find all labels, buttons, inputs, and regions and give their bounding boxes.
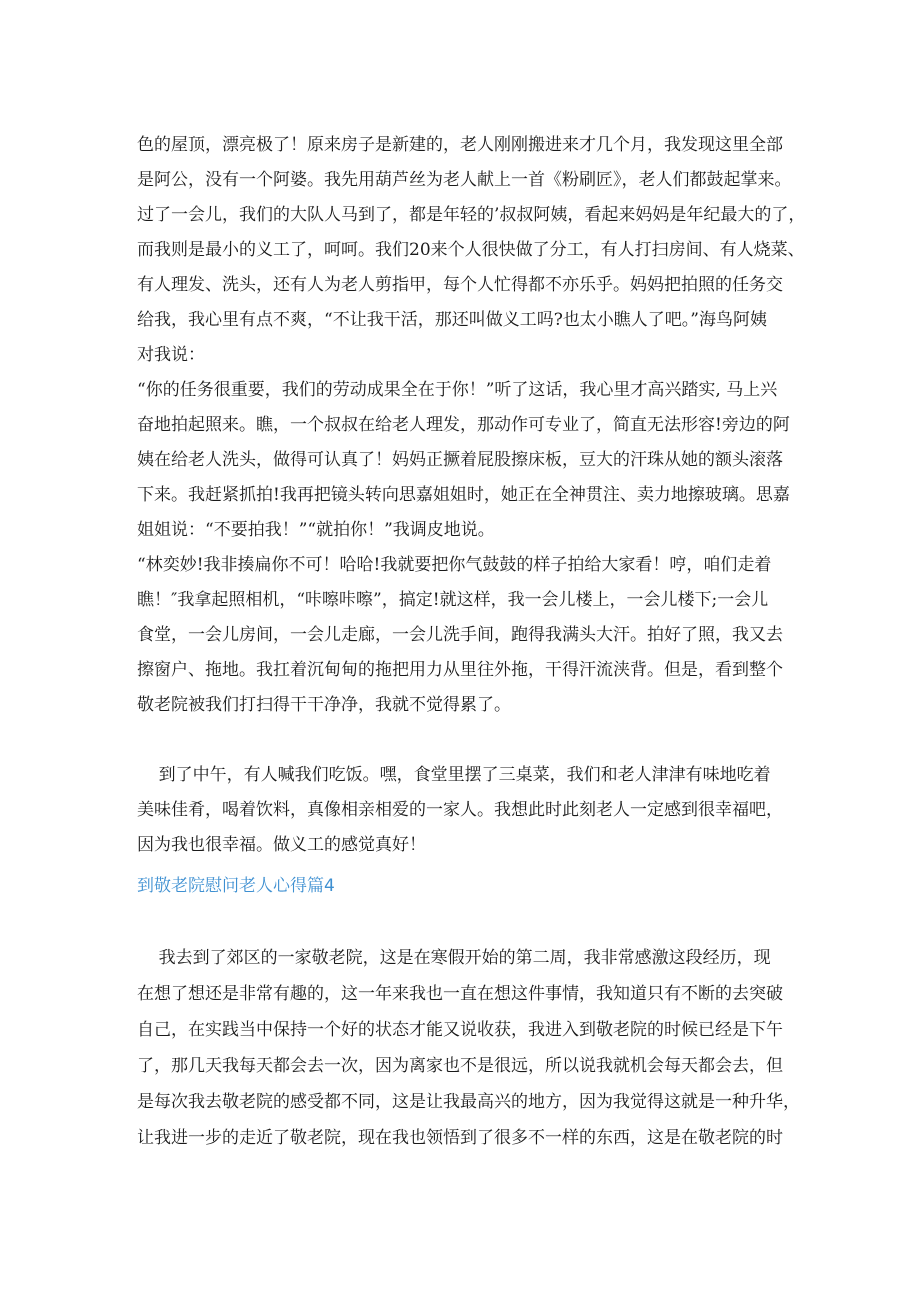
text-line: 我去到了郊区的一家敬老院，这是在寒假开始的第二周，我非常感激这段经历，现 — [137, 948, 771, 968]
text-line: 擦窗户、拖地。我扛着沉甸甸的拖把用力从里往外拖，干得汗流浃背。但是，看到整个 — [137, 660, 783, 680]
text-line: 敬老院被我们打扫得干干净净，我就不觉得累了。 — [137, 695, 511, 715]
text-line: 色的屋顶，漂亮极了！原来房子是新建的，老人刚刚搬进来才几个月，我发现这里全部 — [137, 135, 783, 155]
text-line: 食堂，一会儿房间，一会儿走廊，一会儿洗手间，跑得我满头大汗。拍好了照，我又去 — [137, 625, 783, 645]
text-line: “林奕妙!我非揍扁你不可！哈哈!我就要把你气鼓鼓的样子拍给大家看！哼，咱们走着 — [137, 555, 772, 575]
text-line: 有人理发、洗头，还有人为老人剪指甲，每个人忙得都不亦乐乎。妈妈把拍照的任务交 — [137, 275, 783, 295]
text-line: 奋地拍起照来。瞧，一个叔叔在给老人理发，那动作可专业了，简直无法形容!旁边的阿 — [137, 415, 790, 435]
text-line: 姨在给老人洗头，做得可认真了！妈妈正撅着屁股擦床板，豆大的汗珠从她的额头滚落 — [137, 450, 783, 470]
text-line: 过了一会儿，我们的大队人马到了，都是年轻的’叔叔阿姨，看起来妈妈是年纪最大的了， — [137, 205, 806, 225]
text-line: 因为我也很幸福。做义工的感觉真好！ — [137, 835, 426, 855]
text-line: 而我则是最小的义工了，呵呵。我们20来个人很快做了分工，有人打扫房间、有人烧菜、 — [137, 240, 805, 260]
text-line: 下来。我赶紧抓拍!我再把镜头转向思嘉姐姐时，她正在全神贯注、卖力地擦玻璃。思嘉 — [137, 485, 790, 505]
text-line: 姐姐说：“不要拍我！”“就拍你！”我调皮地说。 — [137, 520, 495, 540]
text-line: 瞧！″我拿起照相机，“咔嚓咔嚓”，搞定!就这样，我一会儿楼上，一会儿楼下;一会儿 — [137, 590, 769, 610]
text-line: 到了中午，有人喊我们吃饭。嘿，食堂里摆了三桌菜，我们和老人津津有味地吃着 — [137, 765, 771, 785]
text-line: 给我，我心里有点不爽，“不让我干活，那还叫做义工吗?也太小瞧人了吧。”海鸟阿姨 — [137, 310, 767, 330]
text-line: 是阿公，没有一个阿婆。我先用葫芦丝为老人献上一首《粉刷匠》，老人们都鼓起掌来。 — [137, 170, 792, 190]
text-line: 让我进一步的走近了敬老院，现在我也领悟到了很多不一样的东西，这是在敬老院的时 — [137, 1128, 783, 1148]
text-line: 美味佳肴，喝着饮料，真像相亲相爱的一家人。我想此时此刻老人一定感到很幸福吧， — [137, 800, 783, 820]
section-heading: 到敬老院慰问老人心得篇4 — [137, 876, 335, 896]
text-line: “你的任务很重要，我们的劳动成果全在于你！”听了这话，我心里才高兴踏实, 马上兴 — [137, 380, 778, 400]
text-line: 了，那几天我每天都会去一次，因为离家也不是很远，所以说我就机会每天都会去，但 — [137, 1056, 783, 1076]
text-line: 自己，在实践当中保持一个好的状态才能又说收获，我进入到敬老院的时候已经是下午 — [137, 1020, 783, 1040]
text-line: 在想了想还是非常有趣的，这一年来我也一直在想这件事情，我知道只有不断的去突破 — [137, 984, 783, 1004]
text-line: 对我说： — [137, 345, 205, 365]
text-line: 是每次我去敬老院的感受都不同，这是让我最高兴的地方，因为我觉得这就是一种升华， — [137, 1092, 800, 1112]
